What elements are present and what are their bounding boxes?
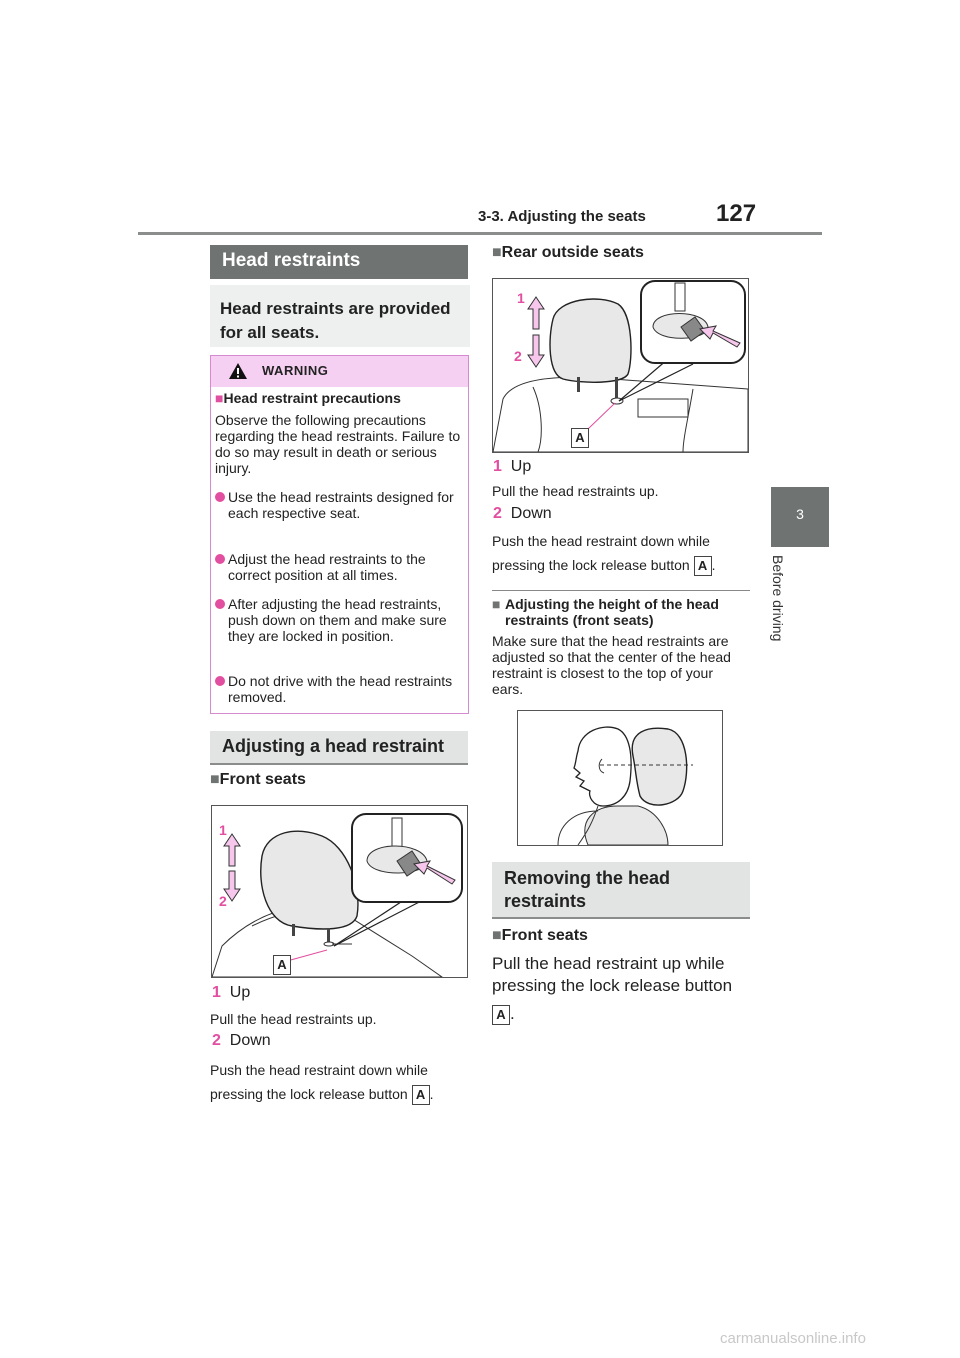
step-down-desc: Push the head restraint down while pressing the lock release button A . <box>210 1058 472 1106</box>
lock-button-ref: A <box>694 556 712 576</box>
warning-bullet: After adjusting the head restraints, push down on them and make sure they are locked in position. <box>215 596 463 644</box>
warning-body: Observe the following precautions regarding the head restraints. Failure to do so may result in death or serious injury. <box>215 412 461 476</box>
rear-step-up: 1 Up <box>493 458 532 475</box>
rear-seat-illustration <box>493 279 748 452</box>
step-down: 2 Down <box>212 1032 271 1049</box>
warning-box <box>210 355 469 714</box>
rear-step-up-desc: Pull the head restraints up. <box>492 483 659 499</box>
figure-callout-a: A <box>273 955 291 975</box>
step-up: 1 Up <box>212 984 251 1001</box>
rear-step-down-desc: Push the head restraint down while pressing the lock release button A . <box>492 529 752 577</box>
chapter-tab-label-wrap <box>768 555 792 675</box>
page-number: 127 <box>716 200 757 227</box>
lock-button-ref: A <box>492 1005 510 1025</box>
front-seat-figure <box>211 805 468 978</box>
adjust-heading-rule <box>210 763 468 765</box>
warning-header <box>211 356 468 387</box>
warning-bullet: Adjust the head restraints to the correct position at all times. <box>215 551 463 583</box>
watermark: carmanualsonline.info <box>720 1330 866 1347</box>
front-seats-heading: ■Front seats <box>210 771 306 788</box>
warning-bullet: Do not drive with the head restraints removed. <box>215 673 463 705</box>
figure-label-1: 1 <box>517 290 525 306</box>
bullet-dot-icon <box>215 554 225 564</box>
height-heading: ■ Adjusting the height of the head restraints (front seats) <box>492 596 719 628</box>
adjust-heading: Adjusting a head restraint <box>210 731 468 763</box>
bullet-dot-icon <box>215 492 225 502</box>
head-position-illustration <box>518 711 722 845</box>
square-bullet-icon: ■ <box>210 771 220 788</box>
lock-button-ref: A <box>412 1085 430 1105</box>
square-bullet-icon: ■ <box>215 390 224 406</box>
chapter-tab-label: Before driving <box>770 555 786 642</box>
remove-heading: Removing the head restraints <box>492 862 750 918</box>
warning-subheading: ■Head restraint precautions <box>215 390 401 406</box>
height-body: Make sure that the head restraints are adjusted so that the center of the head restraint is closest to the top of your ears. <box>492 633 731 697</box>
remove-heading-rule <box>492 917 750 919</box>
rear-seats-heading: ■Rear outside seats <box>492 244 644 261</box>
intro-text: Head restraints are provided for all seats. <box>210 285 470 347</box>
warning-icon <box>228 362 248 380</box>
square-bullet-icon: ■ <box>492 244 502 261</box>
head-restraints-heading: Head restraints <box>210 245 468 279</box>
figure-label-2: 2 <box>514 348 522 364</box>
square-bullet-icon: ■ <box>492 927 502 944</box>
step-up-desc: Pull the head restraints up. <box>210 1011 377 1027</box>
rear-step-down: 2 Down <box>493 505 552 522</box>
section-divider <box>492 590 750 591</box>
warning-bullet: Use the head restraints designed for each respective seat. <box>215 489 463 521</box>
bullet-dot-icon <box>215 599 225 609</box>
header-rule <box>138 232 822 235</box>
remove-front-seats-heading: ■Front seats <box>492 927 588 944</box>
chapter-tab-number: 3 <box>796 506 804 522</box>
front-seat-illustration <box>212 806 467 977</box>
section-title: 3-3. Adjusting the seats <box>478 208 646 225</box>
figure-label-2: 2 <box>219 893 227 909</box>
warning-title: WARNING <box>262 363 329 378</box>
head-position-figure <box>517 710 723 846</box>
figure-callout-a: A <box>571 428 589 448</box>
bullet-dot-icon <box>215 676 225 686</box>
remove-body: Pull the head restraint up while pressing the lock release button <box>492 954 733 995</box>
remove-button-ref-line: A . <box>492 1004 515 1025</box>
square-bullet-icon: ■ <box>492 596 501 612</box>
figure-label-1: 1 <box>219 822 227 838</box>
rear-seat-figure <box>492 278 749 453</box>
